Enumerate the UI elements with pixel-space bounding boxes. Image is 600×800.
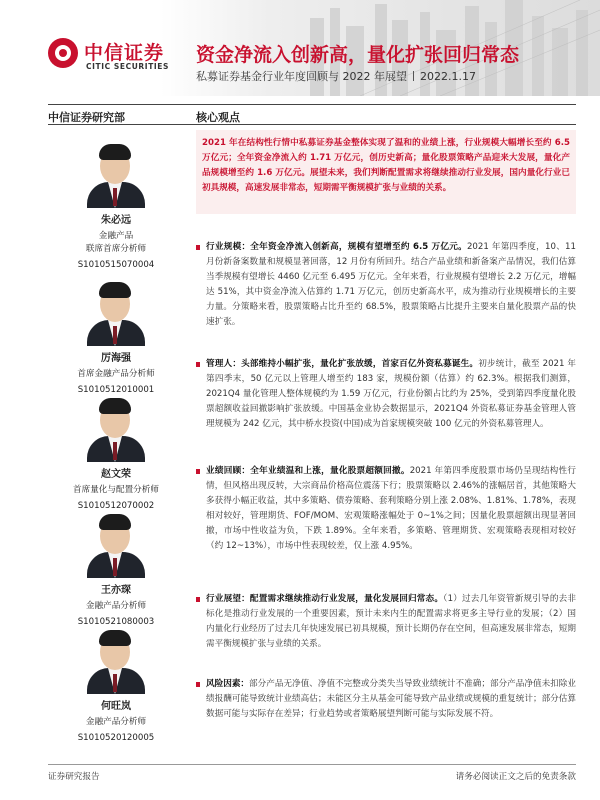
- analyst-cert-code: S1010512070002: [77, 501, 155, 511]
- section-outlook: [196, 592, 576, 652]
- analyst-card: [48, 282, 184, 395]
- section-performance: [196, 464, 576, 554]
- red-bullet-icon: [196, 597, 200, 602]
- top-rule: [48, 104, 576, 105]
- section-risk-factors: [196, 677, 576, 722]
- analyst-photo: [81, 144, 151, 208]
- analyst-name: 何旺岚: [101, 701, 131, 712]
- research-dept-heading: 中信证券研究部: [48, 111, 125, 124]
- report-header: [0, 0, 600, 96]
- section-text: [206, 357, 576, 432]
- analyst-role-line: 首席金融产品分析师: [77, 369, 155, 379]
- analyst-role-line: 首席量化与配置分析师: [73, 485, 159, 495]
- section-lead: 行业展望：配置需求继续推动行业发展，量化发展回归常态。: [206, 594, 444, 604]
- analyst-name: 朱必远: [101, 215, 131, 226]
- analyst-name: 王亦琛: [101, 585, 131, 596]
- analyst-photo: [81, 630, 151, 694]
- analyst-role: [48, 368, 184, 381]
- report-title: 资金净流入创新高，量化扩张回归常态: [196, 44, 520, 66]
- analyst-role-line: 联席首席分析师: [85, 244, 147, 254]
- section-body: （1）过去几年资管新规引导的去非标化是推动行业发展的一个重要因素，预计未来内生的配置需求将更多主导行业的发展；（2）国内量化行业经历了过去几年快速发展已初具规模，预计长期仍存在空间，但高速发展非常态，短期需平衡规模扩张与业绩的关系。: [206, 594, 576, 649]
- logo-text-cn: 中信证券: [84, 42, 165, 64]
- analyst-photo: [81, 282, 151, 346]
- analyst-role-line: 金融产品分析师: [85, 601, 147, 611]
- analyst-name: 厉海强: [101, 353, 131, 364]
- subtitle-text: 私募证券基金行业年度回顾与 2022 年展望: [196, 70, 407, 83]
- citic-logo-icon: [48, 38, 78, 68]
- summary-box: 2021 年在结构性行情中私募证券基金整体实现了温和的业绩上涨，行业规模大幅增长至约 6.5 万亿元；全年资金净流入约 1.71 万亿元，创历史新高；量化股票策略产品迎来大发展，量化产品规模增至约 1.6 万亿元。展望未来，我们判断配置需求将继续推动行业发展，国内量化行业已初具规模，高速发展非常态，短期需平衡规模扩张与业绩的关系。: [196, 130, 576, 214]
- red-bullet-icon: [196, 362, 200, 367]
- section-body: 2021 年第四季度股票市场仍呈现结构性行情，但风格出现反转，大宗商品价格高位震荡下行；股票策略以 2.46%的涨幅居首，其他策略大多获得小幅正收益，其中多策略、债券策略、套利策略分别上涨 2.08%、1.81%、1.78%，表现相对较好，管理期货、FOF/MOM、宏观策略涨幅处于 0~1%之间；因量化股票超额出现显著回撤，市场中性收益为负，下跌 1.89%。全年来看，多策略、管理期货、宏观策略表现相对较好（约 12~13%），市场中性表现较差，仅上涨 4.95%。: [206, 466, 576, 551]
- logo-text-en: CITIC SECURITIES: [86, 62, 170, 71]
- analyst-photo: [81, 398, 151, 462]
- section-industry-scale: [196, 240, 576, 330]
- analyst-card: [48, 398, 184, 511]
- section-lead: 风险因素：: [206, 679, 250, 689]
- footer-disclaimer: 请务必阅读正文之后的免责条款: [455, 772, 576, 782]
- section-lead: 行业规模：全年资金净流入创新高，规模有望增至约 6.5 万亿元。: [206, 242, 467, 252]
- section-text: [206, 677, 576, 722]
- analyst-cert-code: S1010520120005: [77, 733, 155, 743]
- analyst-role: [48, 230, 184, 256]
- analyst-role: [48, 600, 184, 613]
- analyst-role: [48, 484, 184, 497]
- analyst-name: 赵文荣: [101, 469, 131, 480]
- analyst-card: [48, 144, 184, 270]
- analyst-cert-code: S1010515070004: [77, 260, 155, 270]
- analyst-cert-code: S1010521080003: [77, 617, 155, 627]
- report-subtitle: [196, 68, 476, 84]
- footer-rule: [48, 764, 576, 765]
- analyst-cert-code: S1010512010001: [77, 385, 155, 395]
- core-views-heading: 核心观点: [196, 111, 240, 124]
- section-text: [206, 240, 576, 330]
- section-managers: [196, 357, 576, 432]
- red-bullet-icon: [196, 245, 200, 250]
- analyst-role: [48, 716, 184, 729]
- footer-report-type: 证券研究报告: [48, 772, 100, 782]
- report-date: 2022.1.17: [420, 70, 476, 83]
- section-text: [206, 464, 576, 554]
- section-body: 初步统计，截至 2021 年第四季末，50 亿元以上管理人增至约 183 家，规模份额（估算）约 62.3%。根据我们测算，2021Q4 量化管理人整体规模约为 1.59 万亿元，行业份额占比约为 25%，受到第四季度量化股票超额收益回撤影响扩张放缓。中国基金业协会数据显示，2021Q4 外资私募证券基金管理人管理规模为 242 亿元，其中桥水投资(中国)成为首家规模突破 100 亿元的外资私募管理人。: [206, 359, 576, 429]
- section-text: [206, 592, 576, 652]
- analyst-photo: [81, 514, 151, 578]
- section-lead: 业绩回顾：全年业绩温和上涨，量化股票超额回撤。: [206, 466, 410, 476]
- section-lead: 管理人：头部维持小幅扩张，量化扩张放缓，首家百亿外资私募诞生。: [206, 359, 479, 369]
- section-body: 2021 年第四季度，10、11 月份新备案数量和规模显著回落，12 月份有所回升。结合产品业绩和新备案产品情况，我们估算当季规模有望增长 4460 亿元至 6.495 万亿元。全年来看，行业规模有望增长 2.2 万亿元，增幅达 51%，其中资金净流入估算约 1.71 万亿元，创历史新高水平，成为推动行业规模增长的主要力量。分策略来看，股票策略占比升至约 68.5%，股票策略占比提升主要来自量化股票产品的快速扩张。: [206, 242, 576, 327]
- subtitle-divider: [413, 71, 414, 81]
- analyst-role-line: 金融产品: [98, 231, 134, 241]
- section-body: 部分产品无净值、净值不完整或分类失当导致业绩统计不准确；部分产品净值未扣除业绩报酬可能导致统计业绩高估；未能区分主从基金可能导致产品业绩或规模的重复统计；部分估算数据可能与实际存在差异；行业趋势或者策略展望判断可能与实际发展不符。: [206, 679, 576, 719]
- analyst-card: [48, 630, 184, 743]
- heading-rule: [48, 124, 576, 125]
- analyst-card: [48, 514, 184, 627]
- red-bullet-icon: [196, 469, 200, 474]
- analyst-role-line: 金融产品分析师: [85, 717, 147, 727]
- red-bullet-icon: [196, 682, 200, 687]
